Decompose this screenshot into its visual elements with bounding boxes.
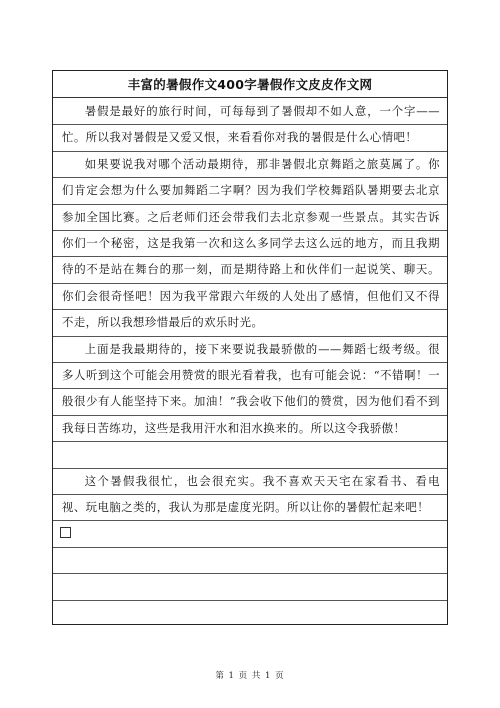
rule-line (53, 600, 447, 601)
paragraph-4: 这个暑假我很忙，也会很充实。我不喜欢天天宅在家看书、看电视、玩电脑之类的，我认为那是虚度光阴。所以让你的暑假忙起来吧！ (62, 473, 440, 514)
rule-line (53, 520, 447, 521)
page-number: 第 1 页 共 1 页 (215, 671, 285, 681)
paragraph-2: 如果要说我对哪个活动最期待，那非暑假北京舞蹈之旅莫属了。你们肯定会想为什么要加舞蹈二字啊？因为我们学校舞蹈队暑期要去北京参加全国比赛。之后老师们还会带我们去北京参观一些景点。其实告诉你们一个秘密，这是我第一次和这么多同学去这么远的地方，而且我期待的不是站在舞台的那一刻，而是期待路上和伙伴们一起说笑、聊天。你们会很奇怪吧！因为我平常跟六年级的人处出了感情，但他们又不得不走，所以我想珍惜最后的欢乐时光。 (62, 156, 440, 330)
essay-frame (52, 70, 448, 625)
paragraph-1: 暑假是最好的旅行时间，可每每到了暑假却不如人意，一个字——忙。所以我对暑假是又爱又恨，来看看你对我的暑假是什么心情吧！ (62, 104, 440, 145)
essay-title: 丰富的暑假作文400字暑假作文皮皮作文网 (53, 71, 447, 98)
paragraph-3: 上面是我最期待的，接下来要说我最骄傲的——舞蹈七级考级。很多人听到这个可能会用赞赏的眼光看着我，也有可能会说：“不错啊！一般很少有人能坚持下来。加油！”我会收下他们的赞赏，因为他们看不到我每日苦练功，这些是我用汗水和泪水换来的。所以这令我骄傲！ (62, 341, 440, 435)
rule-line (53, 573, 447, 574)
rule-line (53, 547, 447, 548)
checkbox-icon[interactable] (60, 527, 71, 538)
rule-line (53, 441, 447, 442)
